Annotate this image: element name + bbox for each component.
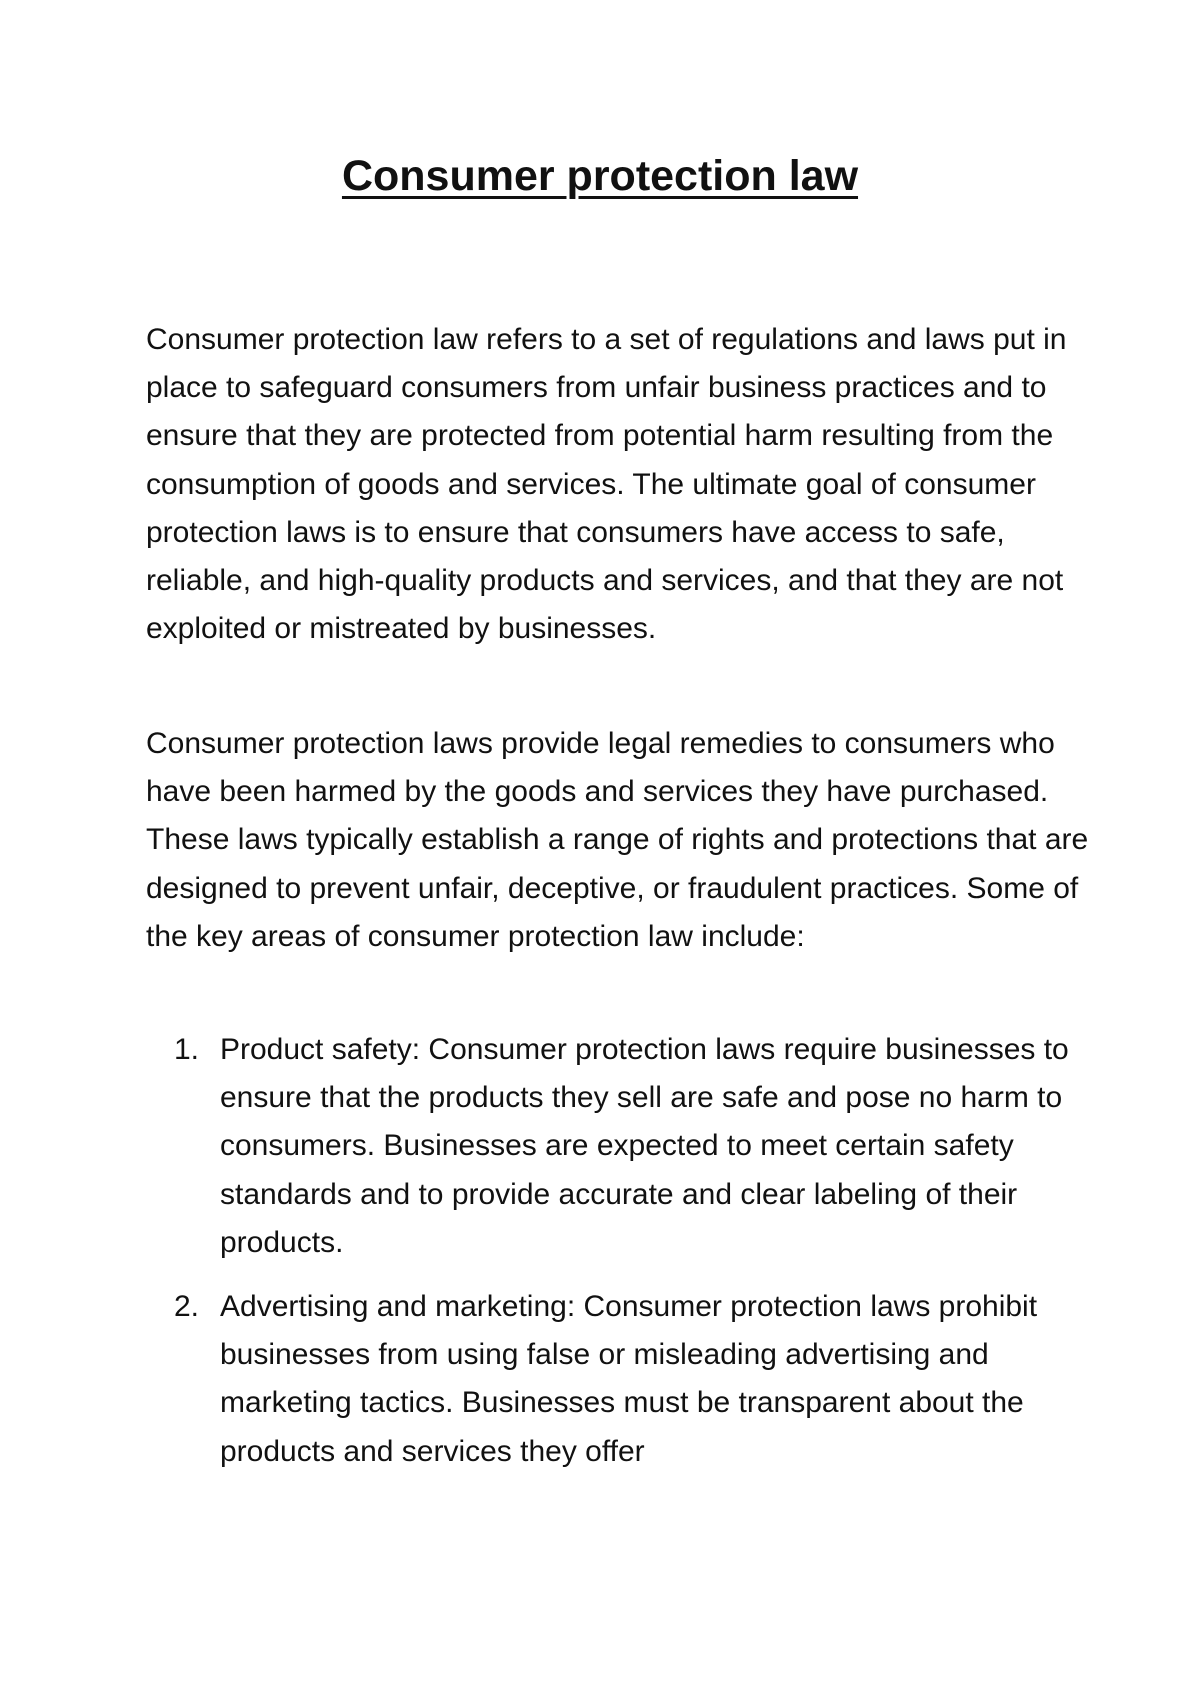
body-paragraph: Consumer protection law refers to a set of regulations and laws put in place to safeguard consumers from unfair business practices and to ensure that they are protected from potential harm resulting from the consumption of goods and services. The ultimate goal of consumer protection laws is to ensure that consumers have access to safe, reliable, and high-quality products and services, and that they are not exploited or mistreated by businesses. [146,323,1067,646]
document-title: Consumer protection law [341,152,859,200]
body-paragraph: Consumer protection laws provide legal remedies to consumers who have been harmed by the goods and services they have purchased. These laws typically establish a range of rights and protections that are designed to prevent unfair, deceptive, or fraudulent practices. Some of the key areas of consumer protection law include: [146,727,1089,953]
list-item [146,1283,1091,1476]
list-item-number: 2. [174,1290,200,1324]
list-item [146,1026,1091,1267]
list-item-text: Advertising and marketing: Consumer protection laws prohibit businesses from using false or misleading advertising and marketing tactics. Businesses must be transparent about the products and services they offer [220,1290,1038,1468]
list-item-text: Product safety: Consumer protection laws require businesses to ensure that the products they sell are safe and pose no harm to consumers. Businesses are expected to meet certain safety standards and to provide accurate and clear labeling of their products. [220,1033,1069,1259]
key-areas-list [146,1026,1091,1492]
list-item-number: 1. [174,1033,200,1066]
